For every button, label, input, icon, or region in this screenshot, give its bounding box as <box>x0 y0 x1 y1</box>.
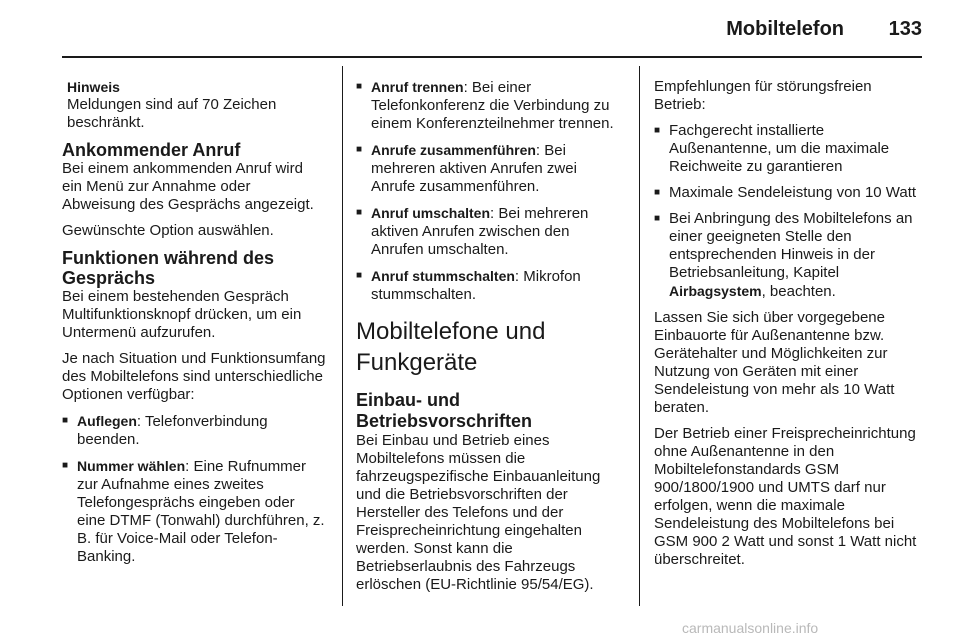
page-title: Mobiltelefon <box>726 18 844 40</box>
option-term: Auflegen <box>77 413 137 429</box>
column-2 <box>356 78 624 602</box>
paragraph: Bei Einbau und Betrieb eines Mobiltelefons müssen die fahrzeugspezifische Einbauanleitung und die Betriebsvorschriften der Hersteller des Telefons und der Freisprecheinrichtung eingehalten werden. Sonst kann die Betriebserlaubnis des Fahrzeugs erlöschen (EU-Richtlinie 95/54/EG). <box>356 432 601 593</box>
option-text: : Telefonverbindung beenden. <box>77 413 268 448</box>
paragraph: Lassen Sie sich über vorgegebene Einbauorte für Außenantenne bzw. Gerätehalter und Möglichkeiten zur Nutzung von Geräten mit einer Sendeleistung von mehr als 10 Watt beraten. <box>654 309 895 416</box>
note-title: Hinweis <box>67 79 120 95</box>
paragraph: Der Betrieb einer Freisprecheinrichtung ohne Außenantenne in den Mobiltelefonstandards GSM 900/1800/1900 und UMTS darf nur erfolgen, wenn die maximale Sendeleistung des Mobiltelefons bei GSM 900 2 Watt und sonst 1 Watt nicht überschreitet. <box>654 425 917 568</box>
column-1 <box>62 78 327 574</box>
paragraph: Bei einem ankommenden Anruf wird ein Menü zur Annahme oder Abweisung des Gesprächs angezeigt. <box>62 160 314 213</box>
item-text: Bei Anbringung des Mobiltelefons an einer geeigneten Stelle den entsprechenden Hinweis in der Betriebsanleitung, Kapitel <box>669 210 913 281</box>
list-item <box>356 204 624 259</box>
page-number: 133 <box>888 18 922 40</box>
paragraph: Je nach Situation und Funktionsumfang des Mobiltelefons sind unterschiedliche Optionen verfügbar: <box>62 350 326 403</box>
option-term: Anruf umschalten <box>371 205 491 221</box>
option-term: Anruf stummschalten <box>371 268 515 284</box>
item-text: , beachten. <box>761 283 836 300</box>
note-box <box>62 78 327 132</box>
heading-incoming-call: Ankommender Anruf <box>62 140 241 160</box>
list-item <box>62 457 327 566</box>
option-text: : Bei einer Telefonkonferenz die Verbindung zu einem Konferenzteilnehmer trennen. <box>371 79 614 132</box>
list-item <box>356 141 624 196</box>
column-divider <box>639 66 640 606</box>
option-term: Nummer wählen <box>77 458 186 474</box>
list-item: ■ Maximale Sendeleistung von 10 Watt <box>654 184 926 202</box>
option-text: : Mikrofon stummschalten. <box>371 268 581 303</box>
watermark: carmanualsonline.info <box>682 620 819 636</box>
list-item: ■ Fachgerecht installierte Außenantenne, um die maximale Reichweite zu garantieren <box>654 122 926 176</box>
recommendation-list <box>654 122 926 301</box>
list-item <box>356 267 624 304</box>
list-item <box>356 78 624 133</box>
column-3 <box>654 78 926 577</box>
option-list <box>62 412 327 566</box>
option-list <box>356 78 624 304</box>
heading-mobile-phones-radios: Mobiltelefone und Funkgeräte <box>356 318 546 376</box>
note-text: Meldungen sind auf 70 Zeichen beschränkt. <box>67 96 277 131</box>
list-item <box>62 412 327 449</box>
header-rule <box>62 56 922 58</box>
page-header <box>0 0 960 56</box>
option-term: Anruf trennen <box>371 79 464 95</box>
paragraph: Bei einem bestehenden Gespräch Multifunktionsknopf drücken, um ein Untermenü aufzurufen. <box>62 288 302 341</box>
option-term: Anrufe zusammenführen <box>371 142 536 158</box>
option-text: : Eine Rufnummer zur Aufnahme eines zweites Telefongesprächs eingeben oder eine DTMF (Tonwahl) durchführen, z. B. für Voice-Mail oder Telefon-Banking. <box>77 458 325 565</box>
heading-installation-rules: Einbau- und Betriebsvorschriften <box>356 390 533 431</box>
heading-functions-during-call: Funktionen während des Gesprächs <box>62 248 275 288</box>
list-item <box>654 210 926 301</box>
option-text: : Bei mehreren aktiven Anrufen zwei Anrufe zusammenführen. <box>371 142 577 195</box>
cross-reference-term: Airbagsystem <box>669 283 762 299</box>
paragraph: Gewünschte Option auswählen. <box>62 222 274 239</box>
column-divider <box>342 66 343 606</box>
option-text: : Bei mehreren aktiven Anrufen zwischen den Anrufen umschalten. <box>371 205 589 258</box>
paragraph: Empfehlungen für störungsfreien Betrieb: <box>654 78 872 113</box>
